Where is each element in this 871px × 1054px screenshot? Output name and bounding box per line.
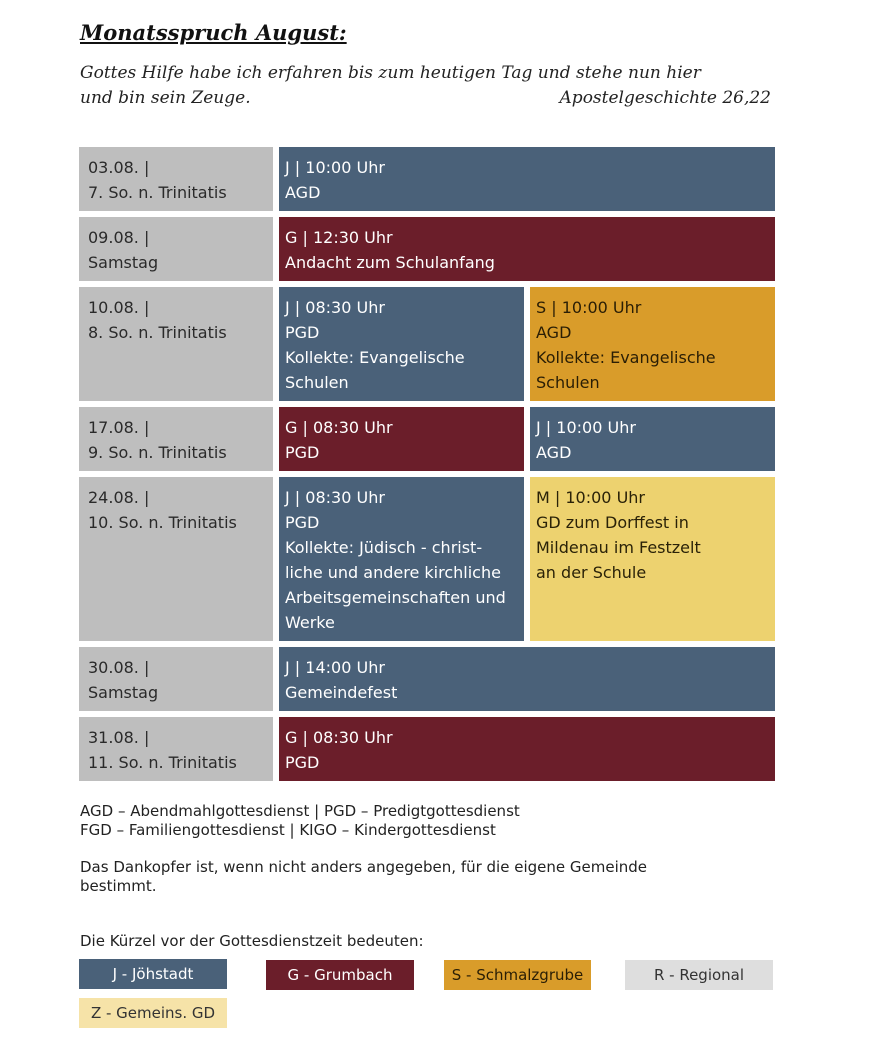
event-detail: AGD (536, 443, 572, 462)
event-detail: PGD (285, 323, 320, 342)
event-time: M | 10:00 Uhr (536, 488, 645, 507)
service-event-grumbach (279, 217, 775, 281)
service-event-johstadt (530, 407, 775, 471)
date-label: 17.08. | (88, 418, 150, 437)
schedule-row (79, 217, 775, 281)
legend-badge-johstadt: J - Jöhstadt (79, 959, 227, 989)
date-cell (79, 717, 273, 781)
legend-intro: Die Kürzel vor der Gottesdienstzeit bedeuten: (80, 932, 424, 950)
page-title: Monatsspruch August: (80, 20, 347, 45)
abbreviation-line: FGD – Familiengottesdienst | KIGO – Kindergottesdienst (80, 821, 496, 839)
event-time: S | 10:00 Uhr (536, 298, 642, 317)
verse-line: Gottes Hilfe habe ich erfahren bis zum heutigen Tag und stehe nun hier (80, 63, 701, 83)
monthly-verse (80, 61, 780, 111)
abbreviations-note (80, 802, 520, 840)
service-event-johstadt (279, 147, 775, 211)
date-label: 09.08. | (88, 228, 150, 247)
event-detail: Arbeitsgemeinschaften und (285, 588, 506, 607)
dankopfer-line: Das Dankopfer ist, wenn nicht anders angegeben, für die eigene Gemeinde (80, 858, 647, 876)
day-label: 7. So. n. Trinitatis (88, 183, 227, 202)
event-detail: Gemeindefest (285, 683, 398, 702)
day-label: 8. So. n. Trinitatis (88, 323, 227, 342)
event-detail: Schulen (536, 373, 600, 392)
legend-badge-regional: R - Regional (625, 960, 773, 990)
day-label: Samstag (88, 253, 159, 272)
schedule-row (79, 407, 775, 471)
date-cell (79, 407, 273, 471)
date-label: 24.08. | (88, 488, 150, 507)
schedule-row (79, 647, 775, 711)
event-time: J | 10:00 Uhr (285, 158, 385, 177)
event-detail: PGD (285, 753, 320, 772)
verse-reference: Apostelgeschichte 26,22 (559, 88, 771, 108)
event-detail: Andacht zum Schulanfang (285, 253, 495, 272)
legend-badge-schmalzgrube: S - Schmalzgrube (444, 960, 591, 990)
event-time: G | 08:30 Uhr (285, 728, 393, 747)
event-time: J | 08:30 Uhr (285, 488, 385, 507)
day-label: 11. So. n. Trinitatis (88, 753, 237, 772)
day-label: Samstag (88, 683, 159, 702)
service-schedule (79, 147, 775, 787)
schedule-row (79, 147, 775, 211)
dankopfer-note (80, 858, 647, 896)
service-event-grumbach (279, 717, 775, 781)
event-time: J | 14:00 Uhr (285, 658, 385, 677)
day-label: 10. So. n. Trinitatis (88, 513, 237, 532)
event-time: G | 12:30 Uhr (285, 228, 393, 247)
event-detail: Schulen (285, 373, 349, 392)
date-cell (79, 647, 273, 711)
date-label: 03.08. | (88, 158, 150, 177)
legend-badge-gemeinsam: Z - Gemeins. GD (79, 998, 227, 1028)
event-detail: AGD (285, 183, 321, 202)
event-detail: AGD (536, 323, 572, 342)
event-time: J | 10:00 Uhr (536, 418, 636, 437)
service-event-johstadt (279, 477, 524, 641)
day-label: 9. So. n. Trinitatis (88, 443, 227, 462)
service-event-gemeinsam (530, 477, 775, 641)
event-detail: Kollekte: Jüdisch - christ- (285, 538, 483, 557)
service-event-grumbach (279, 407, 524, 471)
abbreviation-line: AGD – Abendmahlgottesdienst | PGD – Predigtgottesdienst (80, 802, 520, 820)
schedule-row (79, 477, 775, 641)
date-label: 31.08. | (88, 728, 150, 747)
event-time: J | 08:30 Uhr (285, 298, 385, 317)
event-time: G | 08:30 Uhr (285, 418, 393, 437)
event-detail: PGD (285, 513, 320, 532)
event-detail: GD zum Dorffest in (536, 513, 689, 532)
legend-badge-grumbach: G - Grumbach (266, 960, 414, 990)
date-label: 30.08. | (88, 658, 150, 677)
schedule-row (79, 287, 775, 401)
event-detail: an der Schule (536, 563, 647, 582)
service-event-johstadt (279, 647, 775, 711)
event-detail: liche und andere kirchliche (285, 563, 501, 582)
verse-line: und bin sein Zeuge. (80, 88, 251, 108)
event-detail: Kollekte: Evangelische (285, 348, 465, 367)
service-event-schmalzgrube (530, 287, 775, 401)
date-label: 10.08. | (88, 298, 150, 317)
service-event-johstadt (279, 287, 524, 401)
date-cell (79, 217, 273, 281)
date-cell (79, 287, 273, 401)
event-detail: Kollekte: Evangelische (536, 348, 716, 367)
event-detail: PGD (285, 443, 320, 462)
date-cell (79, 477, 273, 641)
event-detail: Werke (285, 613, 335, 632)
event-detail: Mildenau im Festzelt (536, 538, 701, 557)
dankopfer-line: bestimmt. (80, 877, 157, 895)
schedule-row (79, 717, 775, 781)
date-cell (79, 147, 273, 211)
